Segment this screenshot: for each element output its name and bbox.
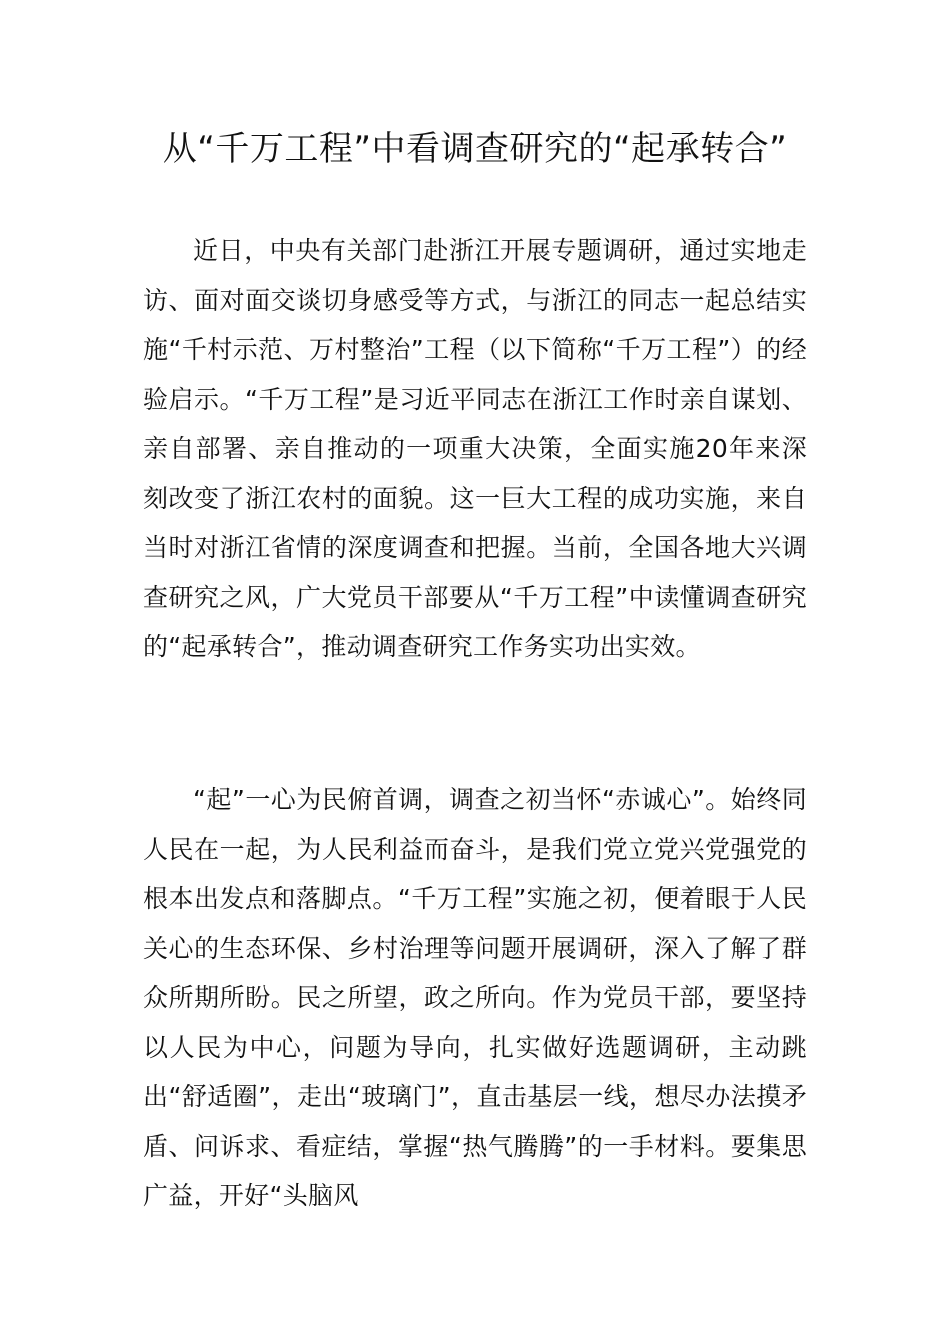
paragraph-intro: 近日，中央有关部门赴浙江开展专题调研，通过实地走访、面对面交谈切身感受等方式，与浙江的同志一起总结实施“千村示范、万村整治”工程（以下简称“千万工程”）的经验启示。“千万工程”是习近平同志在浙江工作时亲自谋划、亲自部署、亲自推动的一项重大决策，全面实施20年来深刻改变了浙江农村的面貌。这一巨大工程的成功实施，来自当时对浙江省情的深度调查和把握。当前，全国各地大兴调查研究之风，广大党员干部要从“千万工程”中读懂调查研究的“起承转合”，推动调查研究工作务实功出实效。	[143, 236, 807, 661]
document-title: 从“千万工程”中看调查研究的“起承转合”	[162, 129, 788, 169]
paragraph-qi: “起”一心为民俯首调，调查之初当怀“赤诚心”。始终同人民在一起，为人民利益而奋斗，是我们党立党兴党强党的根本出发点和落脚点。“千万工程”实施之初，便着眼于人民关心的生态环保、乡村治理等问题开展调研，深入了解了群众所期所盼。民之所望，政之所向。作为党员干部，要坚持以人民为中心，问题为导向，扎实做好选题调研，主动跳出“舒适圈”，走出“玻璃门”，直击基层一线，想尽办法摸矛盾、问诉求、看症结，掌握“热气腾腾”的一手材料。要集思广益，开好“头脑风	[143, 785, 807, 1210]
